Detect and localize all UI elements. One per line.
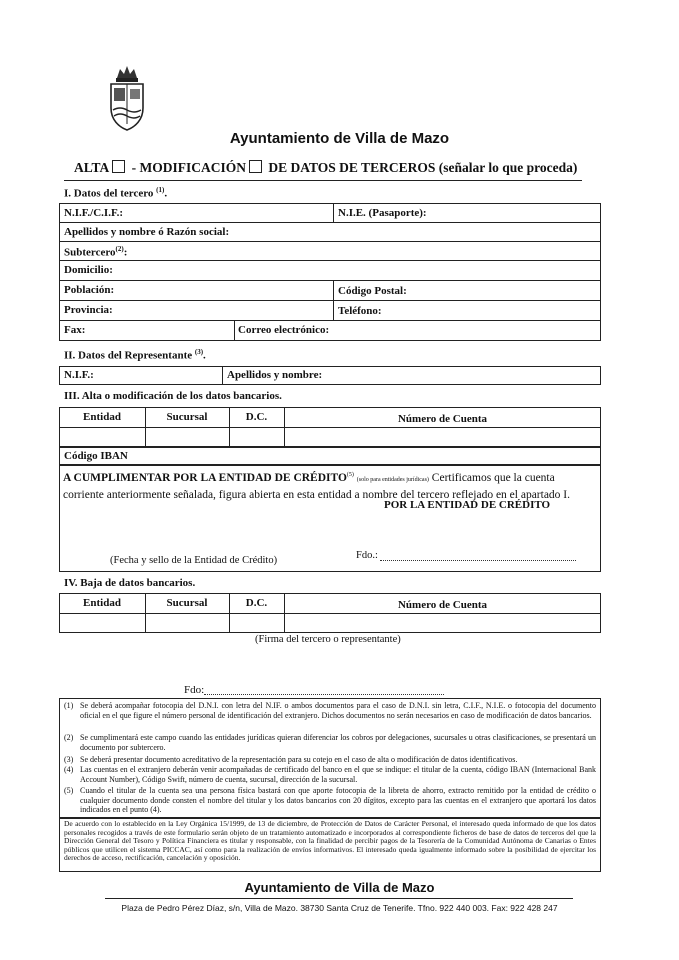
modificacion-label: MODIFICACIÓN xyxy=(139,160,247,175)
baja-col-entidad: Entidad xyxy=(83,597,121,609)
apellidos-razon-label: Apellidos y nombre ó Razón social: xyxy=(64,226,230,238)
representante-apellidos-label: Apellidos y nombre: xyxy=(227,369,323,381)
alta-checkbox[interactable] xyxy=(112,160,125,173)
form-title-rest: DE DATOS DE TERCEROS xyxy=(268,160,436,175)
por-la-entidad: POR LA ENTIDAD DE CRÉDITO xyxy=(384,499,551,511)
form-title-note: (señalar lo que proceda) xyxy=(438,160,578,175)
alta-label: ALTA xyxy=(74,160,110,175)
cumplimentar-text: A CUMPLIMENTAR POR LA ENTIDAD DE CRÉDITO$^{(5)}$ (solo para entidades jurídicas) Certificamos que la cuenta corriente anteriormente señalada, figura abierta en esta entidad a nombre del tercero reflejado en el apartado I. xyxy=(63,471,571,501)
fecha-sello-label: (Fecha y sello de la Entidad de Crédito) xyxy=(110,555,278,566)
section2-table xyxy=(59,366,601,385)
col-numero-cuenta: Número de Cuenta xyxy=(397,413,487,425)
codigo-postal-label: Código Postal: xyxy=(338,285,407,297)
fax-label: Fax: xyxy=(64,324,86,336)
legal-text: De acuerdo con lo establecido en la Ley Orgánica 15/1999, de 13 de diciembre, de Protección de Datos de Carácter Personal, el interesado queda informado de que los datos personales recogidos a través de este formulario serán objeto de un tratamiento automatizado e incorporados al correspondiente ficheros de base de datos de terceros del que la Dirección General del Tesoro y Política Financiera es titular y responsable, con la finalidad de percibir pagos de la Tesorería de la Comunidad Autónoma de Canarias o Entes públicos que utilicen el sistema PICCAC, así como para la realización de envíos informativos. El interesado queda igualmente informado sobre la posibilidad de ejercitar los derechos de acceso, rectificación, cancelación y oposición. xyxy=(64,819,596,863)
domicilio-label: Domicilio: xyxy=(64,264,113,276)
col-sucursal: Sucursal xyxy=(166,411,208,423)
correo-label: Correo electrónico: xyxy=(238,324,330,336)
telefono-label: Teléfono: xyxy=(338,305,382,317)
poblacion-label: Población: xyxy=(64,284,115,296)
nie-label: N.I.E. (Pasaporte): xyxy=(338,207,427,219)
note-5: (5) Cuando el titular de la cuenta sea una persona física bastará con que aporte fotocopia de la libreta de ahorro, extracto remitido por la entidad de crédito o cualquier documento donde consten el nombre del titular y los datos bancarios con 20 dígitos, excepto para las cuentas en el extranjero que aportará los datos indicados en el punto (4). xyxy=(64,786,596,815)
section3-title: III. Alta o modificación de los datos bancarios. xyxy=(64,390,282,402)
subtercero-label: Subtercero$^{(2)}$: xyxy=(64,245,128,259)
iban-label: Código IBAN xyxy=(64,450,128,462)
section4-title: IV. Baja de datos bancarios. xyxy=(64,577,196,589)
firma-label: (Firma del tercero o representante) xyxy=(255,634,401,645)
section2-title: II. Datos del Representante $^{(3)}$. xyxy=(64,348,206,362)
baja-col-sucursal: Sucursal xyxy=(166,597,208,609)
modificacion-checkbox[interactable] xyxy=(249,160,262,173)
col-entidad: Entidad xyxy=(83,411,121,423)
footer-rule xyxy=(105,898,573,899)
fdo-entidad-label: Fdo.: xyxy=(356,550,378,561)
col-dc: D.C. xyxy=(245,411,268,423)
page-title: Ayuntamiento de Villa de Mazo xyxy=(229,130,450,147)
baja-col-dc: D.C. xyxy=(245,597,268,609)
nif-cif-label: N.I.F./C.I.F.: xyxy=(64,207,124,219)
fdo-tercero-label: Fdo: xyxy=(184,684,205,696)
provincia-label: Provincia: xyxy=(64,304,113,316)
baja-col-numero-cuenta: Número de Cuenta xyxy=(397,599,487,611)
section1-title: I. Datos del tercero $^{(1)}$. xyxy=(64,186,168,200)
footer-title: Ayuntamiento de Villa de Mazo xyxy=(244,880,435,895)
note-2: (2) Se cumplimentará este campo cuando las entidades jurídicas quieran diferenciar los cobros por delegaciones, sucursales u otras clasificaciones, se presentará un documento por subtercero. xyxy=(64,733,596,752)
header-rule xyxy=(64,180,582,181)
note-3: (3) Se deberá presentar documento acreditativo de la representación para su cotejo en el caso de alta o modificación de datos identificativos. xyxy=(64,755,518,764)
iban-row xyxy=(59,447,601,465)
footer-address: Plaza de Pedro Pérez Díaz, s/n, Villa de Mazo. 38730 Santa Cruz de Tenerife. Tfno. 922 440 003. Fax: 922 428 247 xyxy=(121,903,558,913)
coat-of-arms-logo xyxy=(104,64,150,132)
fdo-entidad-line[interactable] xyxy=(380,560,576,561)
fdo-tercero-line[interactable] xyxy=(204,694,444,695)
note-4: (4) Las cuentas en el extranjero deberán venir acompañadas de certificado del banco en el que se indique: el titular de la cuenta, código IBAN (Internacional Bank Account Number), Código Swift, número de cuenta, sucursal, dirección de la sucursal. xyxy=(64,765,596,784)
form-title xyxy=(74,160,577,176)
note-1: (1) Se deberá acompañar fotocopia del D.N.I. con letra del N.IF. o ambos documentos para el caso de D.N.I. sin letra, C.I.F., N.I.E. o fotocopia del documento oficial en el que figure el número personal de identificación del extranjero. Dichos documentos no serán necesarios en caso de modificación de datos bancarios. xyxy=(64,701,596,720)
representante-nif-label: N.I.F.: xyxy=(64,369,94,381)
form-title-separator: - xyxy=(131,160,137,175)
